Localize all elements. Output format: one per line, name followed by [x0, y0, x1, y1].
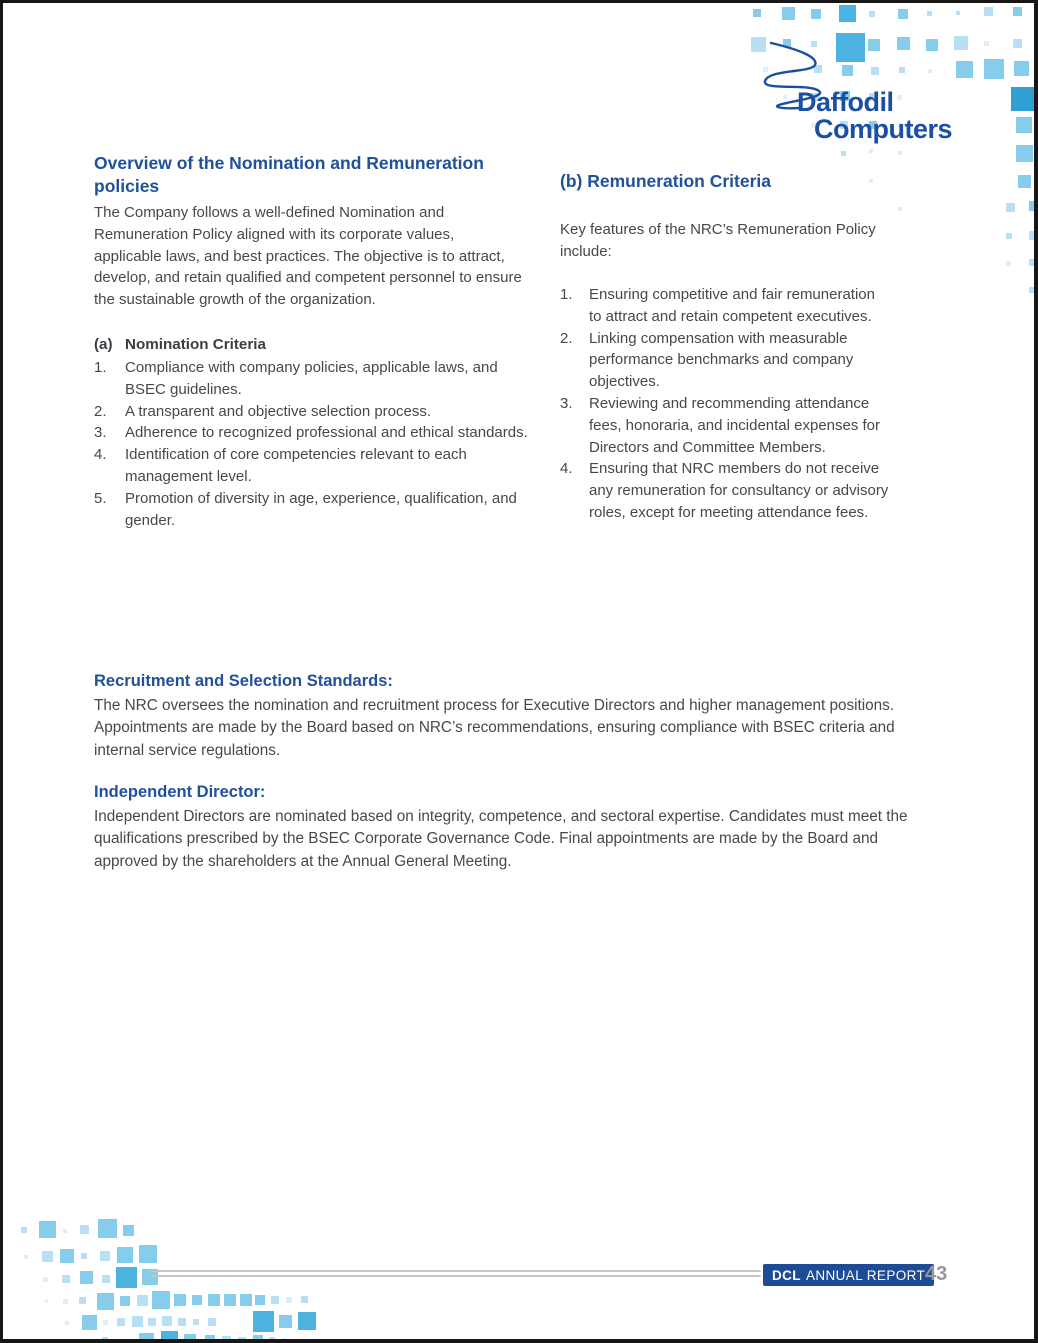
decor-square — [120, 1296, 130, 1306]
decor-square — [926, 39, 938, 51]
decor-square — [1029, 259, 1036, 266]
list-item-text: Promotion of diversity in age, experience, qualification, and gender. — [125, 489, 517, 529]
decor-square — [62, 1275, 70, 1283]
decor-square — [1029, 231, 1038, 240]
decor-square — [1011, 87, 1035, 111]
decor-square — [956, 61, 973, 78]
decor-square — [279, 1315, 292, 1328]
decor-square — [255, 1295, 265, 1305]
footer-badge-text: ANNUAL REPORT — [805, 1267, 926, 1283]
list-item-text: A transparent and objective selection process. — [125, 402, 432, 420]
list-item — [560, 393, 891, 458]
decor-square — [43, 1277, 48, 1282]
decor-square — [118, 1339, 122, 1343]
decor-square — [286, 1297, 292, 1303]
decor-square — [841, 151, 846, 156]
list-item-number: 3. — [94, 424, 107, 442]
footer-badge-dcl: DCL — [772, 1267, 801, 1283]
decor-square — [271, 1296, 279, 1304]
nomination-criteria-subheading — [94, 334, 534, 356]
decor-square — [240, 1294, 252, 1306]
footer-report-badge — [763, 1264, 934, 1286]
recruitment-standards-paragraph: The NRC oversees the nomination and recruitment process for Executive Directors and higher management positions. Appointments are made by the Board based on NRC’s recommendations, ensuring compliance with BSEC criteria and internal service regulations. — [94, 697, 895, 759]
decor-square — [116, 1267, 137, 1288]
decor-square — [898, 207, 902, 211]
decor-square — [753, 9, 761, 17]
decor-square — [298, 1312, 316, 1330]
decor-square — [1013, 39, 1022, 48]
decor-square — [984, 7, 993, 16]
footer-rule-line — [150, 1270, 761, 1277]
decor-square — [139, 1333, 154, 1343]
list-item — [94, 422, 535, 444]
decor-square — [161, 1331, 178, 1343]
list-item-text: Ensuring that NRC members do not receive any remuneration for consultancy or advisory roles, except for meeting attendance fees. — [589, 460, 889, 521]
decor-square — [1014, 61, 1029, 76]
decor-square — [928, 69, 932, 73]
list-item-text: Identification of core competencies relevant to each management level. — [125, 446, 467, 485]
decor-square — [253, 1335, 263, 1343]
decor-square — [1006, 203, 1015, 212]
nomination-criteria-list — [94, 357, 535, 531]
decor-square — [117, 1318, 125, 1326]
list-item-text: Ensuring competitive and fair remuneration to attract and retain competent executives. — [589, 286, 875, 325]
decor-square — [238, 1337, 246, 1343]
logo-line-1: Daffodil — [797, 87, 894, 117]
list-item-text: Compliance with company policies, applicable laws, and BSEC guidelines. — [125, 359, 498, 398]
list-item — [560, 328, 891, 393]
decor-square — [269, 1337, 275, 1343]
list-item-number: 2. — [560, 329, 573, 347]
subheading-text: Nomination Criteria — [125, 336, 266, 353]
list-item-number: 2. — [94, 402, 107, 420]
decor-square — [85, 1339, 89, 1343]
decor-square — [98, 1219, 117, 1238]
decor-square — [42, 1251, 53, 1262]
decor-square — [174, 1294, 186, 1306]
list-item-number: 3. — [560, 394, 573, 412]
decor-square — [81, 1253, 87, 1259]
decor-square — [868, 39, 880, 51]
list-item — [94, 401, 535, 423]
decor-square — [205, 1335, 215, 1343]
decor-square — [301, 1296, 308, 1303]
decor-square — [103, 1320, 108, 1325]
decor-square — [1006, 233, 1012, 239]
decor-square — [984, 59, 1004, 79]
remuneration-criteria-list — [560, 284, 891, 524]
independent-director-paragraph: Independent Directors are nominated based on integrity, competence, and sectoral expertise. Candidates must meet the qualifications prescribed by the BSEC Corporate Governance Code. Final appointments are made by the Board and approved by the shareholders at the Annual General Meeting. — [94, 808, 908, 870]
decor-square — [954, 36, 968, 50]
decor-square — [193, 1319, 199, 1325]
decor-square — [208, 1294, 220, 1306]
logo-line-2: Computers — [814, 114, 953, 144]
decor-square — [927, 11, 932, 16]
list-item-number: 1. — [94, 359, 107, 376]
list-item-number: 5. — [94, 489, 107, 507]
decor-square — [899, 67, 905, 73]
decor-square — [1006, 261, 1011, 266]
decor-square — [282, 1338, 286, 1342]
decor-square — [253, 1311, 274, 1332]
decor-square — [869, 11, 875, 17]
list-item — [94, 488, 535, 532]
decor-square — [148, 1318, 156, 1326]
company-logo — [797, 89, 952, 143]
decor-square — [65, 1321, 69, 1325]
decor-square — [102, 1337, 108, 1343]
list-item-number: 4. — [94, 446, 107, 464]
decor-square — [45, 1300, 48, 1303]
decor-square — [39, 1221, 56, 1238]
list-item-number: 4. — [560, 460, 573, 478]
decor-square — [839, 5, 856, 22]
decor-square — [871, 67, 879, 75]
decor-square — [139, 1245, 157, 1263]
decor-square — [137, 1295, 148, 1306]
decor-square — [132, 1316, 143, 1327]
decor-square — [782, 7, 795, 20]
decor-square — [1029, 287, 1035, 293]
decor-square — [162, 1316, 172, 1326]
decor-square — [1029, 201, 1038, 211]
decor-square — [82, 1315, 97, 1330]
decor-square — [1018, 175, 1031, 188]
decor-square — [208, 1318, 216, 1326]
list-item-number: 1. — [560, 286, 573, 303]
page-number: 43 — [925, 1263, 948, 1285]
decor-square — [984, 41, 989, 46]
recruitment-standards-heading: Recruitment and Selection Standards: — [94, 672, 393, 690]
decor-square — [222, 1336, 231, 1343]
decor-square — [24, 1255, 28, 1259]
decor-square — [178, 1318, 186, 1326]
decor-square — [1013, 7, 1022, 16]
decor-square — [100, 1251, 110, 1261]
decor-square — [60, 1249, 74, 1263]
remuneration-intro: Key features of the NRC’s Remuneration Policy include: — [560, 221, 876, 260]
list-item-text: Adherence to recognized professional and ethical standards. — [125, 424, 528, 442]
decor-square — [21, 1227, 27, 1233]
subheading-label: (a) — [94, 336, 113, 353]
list-item-text: Reviewing and recommending attendance fees, honoraria, and incidental expenses for Directors and Committee Members. — [589, 394, 881, 456]
decor-square — [117, 1247, 133, 1263]
decor-square — [1016, 145, 1033, 162]
decor-square — [63, 1229, 67, 1233]
decor-square — [811, 9, 821, 19]
list-item — [94, 444, 535, 488]
decor-square — [898, 9, 908, 19]
list-item-text: Linking compensation with measurable performance benchmarks and company objectives. — [589, 329, 854, 391]
list-item — [560, 284, 891, 328]
decor-square — [80, 1225, 89, 1234]
overview-heading: Overview of the Nomination and Remuneration policies — [94, 153, 484, 196]
decor-square — [869, 149, 873, 153]
decor-square — [184, 1334, 196, 1343]
decor-square — [152, 1291, 170, 1309]
overview-paragraph: The Company follows a well-defined Nomination and Remuneration Policy aligned with its corporate values, applicable laws, and best practices. The objective is to attract, develop, and retain qualified and competent personnel to ensure the sustainable growth of the organization. — [94, 204, 522, 309]
independent-director-heading: Independent Director: — [94, 783, 266, 801]
decor-square — [224, 1294, 236, 1306]
decor-square — [1016, 117, 1032, 133]
decor-square — [123, 1225, 134, 1236]
decor-square — [192, 1295, 202, 1305]
list-item — [560, 458, 891, 523]
decor-square — [80, 1271, 93, 1284]
decor-square — [898, 151, 902, 155]
decor-square — [102, 1275, 110, 1283]
decor-square — [63, 1299, 68, 1304]
decor-square — [97, 1293, 114, 1310]
decor-square — [956, 11, 960, 15]
list-item — [94, 357, 535, 401]
remuneration-criteria-heading: (b) Remuneration Criteria — [560, 171, 771, 191]
decor-square — [79, 1297, 86, 1304]
decor-square — [897, 37, 910, 50]
